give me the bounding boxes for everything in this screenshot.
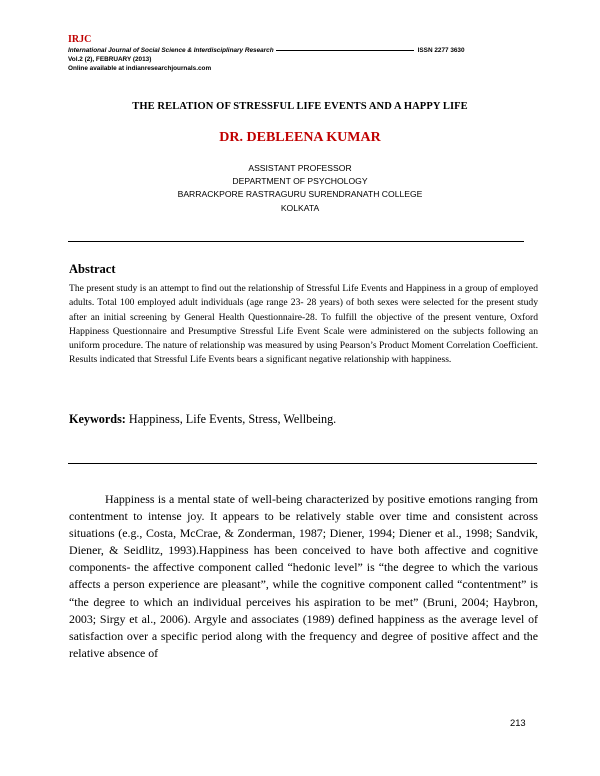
keywords-text: Happiness, Life Events, Stress, Wellbeing.: [128, 412, 337, 426]
body-paragraph: Happiness is a mental state of well-being characterized by positive emotions ranging from contentment to intense joy. It appears to be relatively stable over time and consistent across situations (e.g., Costa, McCrae, & Zonderman, 1987; Diener, 1994; Diener et al., 1998; Sandvik, Diener, & Seidlitz, 1993).Happiness has been conceived to have both affective and cognitive components- the affective component called “hedonic level” is “the degree to which the various affects a person experience are pleasant”, while the cognitive component called “contentment” is “the degree to which an individual perceives his aspiration to be met” (Bruni, 2004; Haybron, 2003; Sirgy et al., 2006). Argyle and associates (1989) defined happiness as the average level of satisfaction over a specific period along with the frequency and degree of positive affect and the relative absence of: [69, 492, 538, 660]
journal-header: [68, 34, 538, 73]
affiliation-department: DEPARTMENT OF PSYCHOLOGY: [232, 176, 368, 187]
journal-issn: ISSN 2277 3630: [417, 47, 465, 54]
journal-name-line: [68, 46, 538, 55]
section-divider-top: [68, 241, 524, 242]
page-number: 213: [510, 717, 526, 728]
author-affiliation: [0, 162, 600, 215]
abstract-heading: Abstract: [69, 262, 116, 276]
section-divider-bottom: [68, 463, 537, 464]
journal-name: International Journal of Social Science & Interdisciplinary Research: [68, 47, 274, 54]
keywords-label: Keywords:: [69, 412, 126, 426]
keywords: [69, 412, 538, 427]
affiliation-city: KOLKATA: [280, 202, 320, 213]
journal-name-rule: [276, 50, 414, 51]
journal-online: Online available at indianresearchjournals.com: [68, 65, 212, 72]
affiliation-college: BARRACKPORE RASTRAGURU SURENDRANATH COLLEGE: [177, 189, 423, 200]
journal-volume: Vol.2 (2), FEBRUARY (2013): [68, 56, 152, 63]
author-name: DR. DEBLEENA KUMAR: [219, 130, 381, 145]
journal-code: IRJC: [68, 34, 92, 45]
affiliation-position: ASSISTANT PROFESSOR: [248, 163, 352, 173]
abstract-text: The present study is an attempt to find out the relationship of Stressful Life Events and Happiness in a group of employed adults. Total 100 employed adult individuals (age range 23- 28 years) of both sexes were selected for the present study after an initial screening by General Health Questionnaire-28. To fulfill the objective of the present venture, Oxford Happiness Questionnaire and Presumptive Stressful Life Event Scale were administered on the subjects following an uniform procedure. The nature of relationship was measured by using Pearson’s Product Moment Correlation Coefficient. Results indicated that Stressful Life Events bears a significant negative relationship with happiness.: [69, 283, 538, 366]
paper-title: THE RELATION OF STRESSFUL LIFE EVENTS AND A HAPPY LIFE: [132, 101, 468, 112]
